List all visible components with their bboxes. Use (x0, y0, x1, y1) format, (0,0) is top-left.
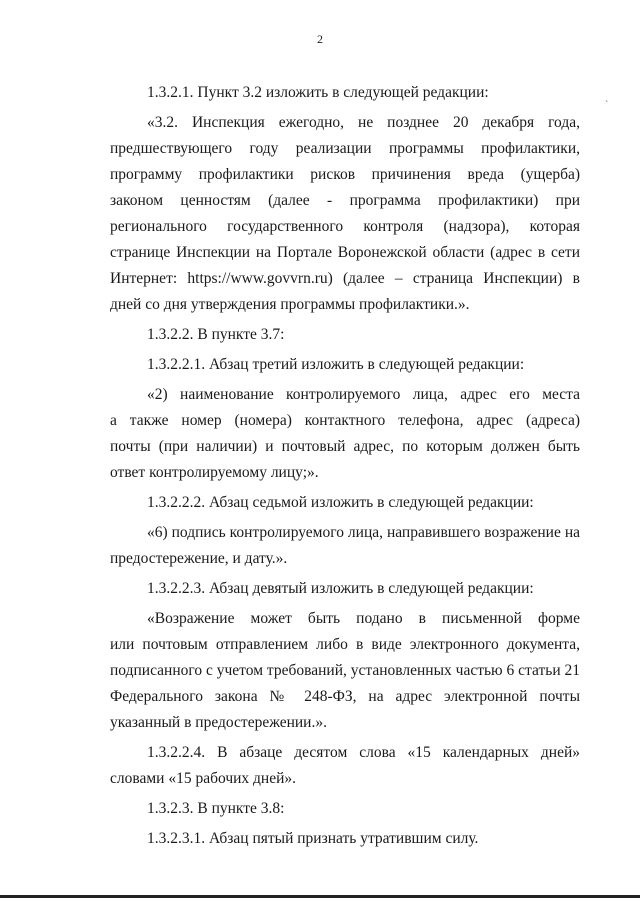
text-line: «2) наименование контролируемого лица, адрес его места (147, 386, 580, 403)
text-line: 1.3.2.2.1. Абзац третий изложить в следующей редакции: (147, 356, 525, 373)
text-line: словами «15 рабочих дней». (110, 770, 297, 787)
paragraph (110, 826, 580, 852)
paragraph (110, 740, 580, 792)
text-line: указанный в предостережении.». (110, 714, 327, 731)
text-line: регионального государственного контроля (надзора), которая (110, 218, 580, 235)
paragraph (110, 796, 580, 822)
text-line: Федерального закона № 248-ФЗ, на адрес электронной почты (110, 688, 580, 705)
text-line: Интернет: https://www.govvrn.ru) (далее – страница Инспекции) в (110, 270, 580, 287)
paragraph (110, 352, 580, 378)
text-line: почты (при наличии) и почтовый адрес, по которым должен быть (110, 438, 580, 455)
text-line: 1.3.2.2. В пункте 3.7: (147, 326, 285, 343)
text-line: дней со дня утверждения программы профилактики.». (110, 296, 470, 313)
text-line: или почтовым отправлением либо в виде электронного документа, (110, 636, 580, 653)
text-line: «6) подпись контролируемого лица, направившего возражение на (147, 524, 580, 541)
text-line: «Возражение может быть подано в письменной форме (147, 610, 580, 627)
paragraph (110, 576, 580, 602)
paragraph (110, 110, 580, 318)
text-line: 1.3.2.2.3. Абзац девятый изложить в следующей редакции: (147, 580, 534, 597)
paragraph (110, 80, 580, 106)
text-line: ответ контролируемому лицу;». (110, 464, 319, 481)
scan-edge-line (0, 895, 640, 898)
paragraph (110, 382, 580, 486)
text-line: 1.3.2.3. В пункте 3.8: (147, 800, 285, 817)
paragraph (110, 322, 580, 348)
paragraph (110, 520, 580, 572)
text-line: 1.3.2.2.2. Абзац седьмой изложить в следующей редакции: (147, 494, 534, 511)
paragraph (110, 490, 580, 516)
text-line: предостережение, и дату.». (110, 550, 288, 567)
text-line: 1.3.2.1. Пункт 3.2 изложить в следующей редакции: (147, 84, 489, 101)
scan-mark: ` (605, 100, 609, 111)
text-line: подписанного с учетом требований, установленных частью 6 статьи 21 (110, 662, 580, 679)
page-number: 2 (317, 32, 323, 46)
document-body (110, 80, 580, 852)
text-line: странице Инспекции на Портале Воронежской области (адрес в сети (110, 244, 580, 261)
text-line: законом ценностям (далее - программа профилактики) при (110, 192, 580, 209)
text-line: предшествующего году реализации программы профилактики, (110, 140, 580, 157)
text-line: «3.2. Инспекция ежегодно, не позднее 20 декабря года, (147, 114, 580, 131)
text-line: 1.3.2.2.4. В абзаце десятом слова «15 календарных дней» (147, 744, 580, 761)
paragraph (110, 606, 580, 736)
text-line: 1.3.2.3.1. Абзац пятый признать утратившим силу. (147, 830, 479, 847)
text-line: а также номер (номера) контактного телефона, адрес (адреса) (110, 412, 580, 429)
text-line: программу профилактики рисков причинения вреда (ущерба) (110, 166, 580, 183)
